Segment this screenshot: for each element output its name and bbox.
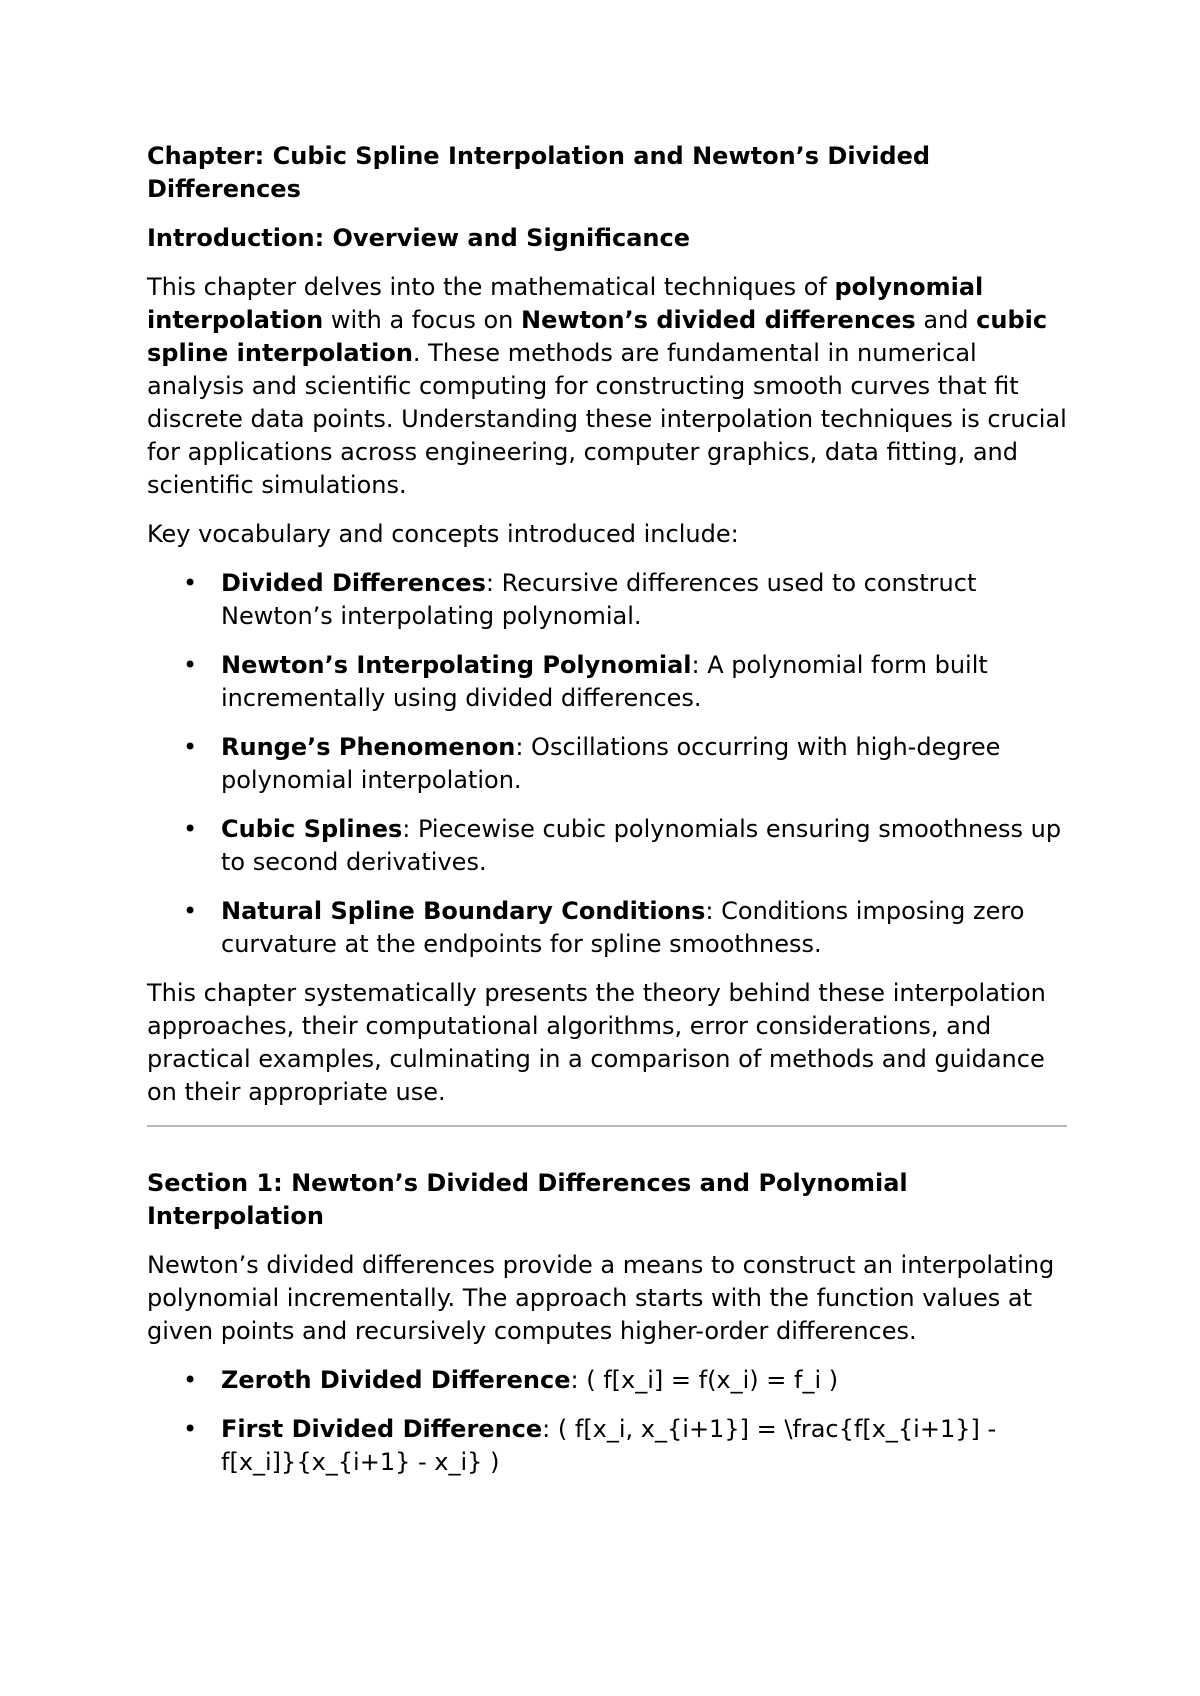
- introduction-paragraph: [147, 271, 1067, 502]
- vocabulary-intro: Key vocabulary and concepts introduced include:: [147, 520, 739, 548]
- list-item: [147, 1364, 1067, 1397]
- introduction-heading: Introduction: Overview and Significance: [147, 224, 690, 252]
- bullet-icon: •: [183, 733, 198, 761]
- difference-formula: : ( f[x_i, x_{i+1}] = \frac{f[x_{i+1}] - f[x_i]}{x_{i+1} - x_i} ): [221, 1415, 997, 1476]
- intro-bold-polynomial-interpolation: polynomial interpolation: [147, 273, 984, 334]
- list-item: [147, 649, 1067, 715]
- vocab-description: : Conditions imposing zero curvature at the endpoints for spline smoothness.: [221, 897, 1025, 958]
- bullet-icon: •: [183, 569, 198, 597]
- vocab-description: : Recursive differences used to construct Newton’s interpolating polynomial.: [221, 569, 977, 630]
- vocab-term: Natural Spline Boundary Conditions: [221, 897, 706, 925]
- difference-formula: : ( f[x_i] = f(x_i) = f_i ): [570, 1366, 839, 1394]
- section-1-heading: Section 1: Newton’s Divided Differences and Polynomial Interpolation: [147, 1169, 908, 1230]
- section-divider: [147, 1125, 1067, 1127]
- bullet-icon: •: [183, 1366, 198, 1394]
- document-page: [147, 140, 1067, 1495]
- difference-term: First Divided Difference: [221, 1415, 543, 1443]
- list-item: [147, 1413, 1067, 1479]
- vocab-description: : Piecewise cubic polynomials ensuring smoothness up to second derivatives.: [221, 815, 1062, 876]
- section-1-paragraph: Newton’s divided differences provide a means to construct an interpolating polynomial incrementally. The approach starts with the function values at given points and recursively computes higher-order differences.: [147, 1251, 1055, 1345]
- vocabulary-list: [147, 567, 1067, 961]
- bullet-icon: •: [183, 815, 198, 843]
- intro-bold-newtons-divided-differences: Newton’s divided differences: [520, 306, 916, 334]
- vocab-term: Newton’s Interpolating Polynomial: [221, 651, 692, 679]
- list-item: [147, 567, 1067, 633]
- bullet-icon: •: [183, 897, 198, 925]
- list-item: [147, 813, 1067, 879]
- bullet-icon: •: [183, 1415, 198, 1443]
- intro-text-1: This chapter delves into the mathematical techniques of: [147, 273, 835, 301]
- intro-bold-cubic-spline-interpolation: cubic spline interpolation: [147, 306, 1048, 367]
- introduction-closing-paragraph: This chapter systematically presents the theory behind these interpolation approaches, their computational algorithms, error considerations, and practical examples, culminating in a comparison of methods and guidance on their appropriate use.: [147, 979, 1046, 1106]
- intro-text-3: and: [915, 306, 977, 334]
- bullet-icon: •: [183, 651, 198, 679]
- chapter-title: Chapter: Cubic Spline Interpolation and Newton’s Divided Differences: [147, 142, 931, 203]
- vocab-term: Cubic Splines: [221, 815, 403, 843]
- intro-text-2: with a focus on: [323, 306, 521, 334]
- list-item: [147, 731, 1067, 797]
- list-item: [147, 895, 1067, 961]
- vocab-description: : Oscillations occurring with high-degree polynomial interpolation.: [221, 733, 1001, 794]
- intro-text-4: . These methods are fundamental in numerical analysis and scientific computing for constructing smooth curves that fit discrete data points. Understanding these interpolation techniques is crucial for applications across engineering, computer graphics, data fitting, and scientific simulations.: [147, 339, 1067, 499]
- vocab-term: Runge’s Phenomenon: [221, 733, 516, 761]
- difference-term: Zeroth Divided Difference: [221, 1366, 571, 1394]
- vocab-description: : A polynomial form built incrementally using divided differences.: [221, 651, 988, 712]
- divided-difference-list: [147, 1364, 1067, 1479]
- vocab-term: Divided Differences: [221, 569, 486, 597]
